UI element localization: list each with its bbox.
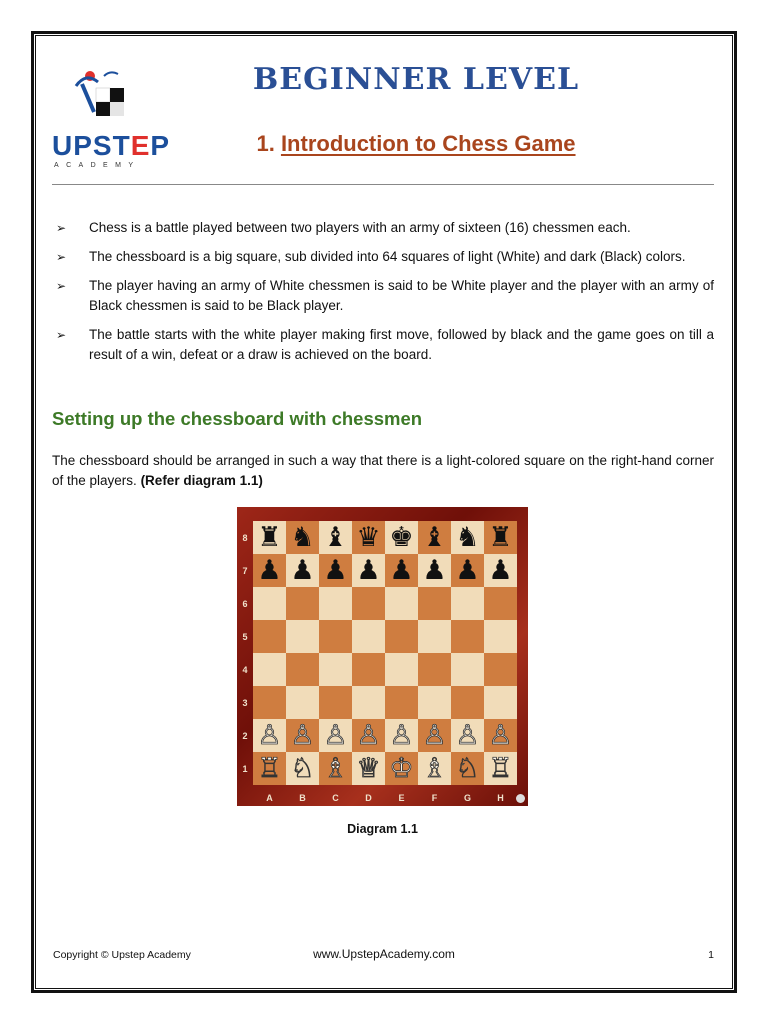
- file-label: G: [463, 793, 471, 803]
- square-e5: [385, 620, 418, 653]
- logo-graphic-icon: [52, 66, 174, 136]
- square-d8: [352, 521, 385, 554]
- square-c7: [319, 554, 352, 587]
- white-pawn-icon: ♙: [290, 720, 315, 751]
- file-label: H: [497, 793, 504, 803]
- square-a1: [253, 752, 286, 785]
- square-h7: [484, 554, 517, 587]
- square-g2: [451, 719, 484, 752]
- lesson-number: 1.: [256, 131, 275, 156]
- square-h8: [484, 521, 517, 554]
- lesson-title: [200, 131, 632, 157]
- white-queen-icon: ♕: [356, 753, 381, 784]
- square-c4: [319, 653, 352, 686]
- square-b7: [286, 554, 319, 587]
- white-pawn-icon: ♙: [356, 720, 381, 751]
- black-pawn-icon: ♟: [455, 555, 480, 586]
- white-king-icon: ♔: [389, 753, 414, 784]
- square-b1: [286, 752, 319, 785]
- upstep-academy-logo: [52, 66, 174, 174]
- square-a7: [253, 554, 286, 587]
- black-knight-icon: ♞: [455, 522, 480, 553]
- square-f7: [418, 554, 451, 587]
- black-pawn-icon: ♟: [422, 555, 447, 586]
- square-h5: [484, 620, 517, 653]
- square-f1: [418, 752, 451, 785]
- black-pawn-icon: ♟: [257, 555, 282, 586]
- square-b5: [286, 620, 319, 653]
- diagram-caption: Diagram 1.1: [347, 822, 418, 836]
- rank-label: 4: [242, 665, 248, 675]
- square-b4: [286, 653, 319, 686]
- footer-website: www.UpstepAcademy.com: [313, 947, 455, 961]
- square-e6: [385, 587, 418, 620]
- white-rook-icon: ♖: [257, 753, 282, 784]
- file-label: E: [398, 793, 405, 803]
- arrow-bullet-icon: ➢: [56, 250, 67, 264]
- white-pawn-icon: ♙: [455, 720, 480, 751]
- square-d6: [352, 587, 385, 620]
- chessboard-grid: [253, 521, 517, 785]
- square-f3: [418, 686, 451, 719]
- white-pawn-icon: ♙: [422, 720, 447, 751]
- black-queen-icon: ♛: [356, 522, 381, 553]
- square-g8: [451, 521, 484, 554]
- square-e7: [385, 554, 418, 587]
- rank-label: 8: [242, 533, 248, 543]
- square-d2: [352, 719, 385, 752]
- logo-wordmark: UPSTEP: [52, 130, 171, 161]
- square-h1: [484, 752, 517, 785]
- arrow-bullet-icon: ➢: [56, 328, 67, 342]
- white-bishop-icon: ♗: [323, 753, 348, 784]
- black-pawn-icon: ♟: [323, 555, 348, 586]
- square-f8: [418, 521, 451, 554]
- black-pawn-icon: ♟: [290, 555, 315, 586]
- file-label: D: [365, 793, 372, 803]
- square-g5: [451, 620, 484, 653]
- square-e3: [385, 686, 418, 719]
- square-a6: [253, 587, 286, 620]
- square-d3: [352, 686, 385, 719]
- square-a2: [253, 719, 286, 752]
- square-a4: [253, 653, 286, 686]
- section-heading: Setting up the chessboard with chessmen: [52, 408, 423, 429]
- square-b2: [286, 719, 319, 752]
- file-label: B: [299, 793, 306, 803]
- square-h4: [484, 653, 517, 686]
- square-d5: [352, 620, 385, 653]
- rank-label: 2: [242, 731, 248, 741]
- square-f2: [418, 719, 451, 752]
- white-pawn-icon: ♙: [389, 720, 414, 751]
- file-label: A: [266, 793, 273, 803]
- file-label: C: [332, 793, 339, 803]
- bullet-item: ➢ The chessboard is a big square, sub divided into 64 squares of light (White) and dark (Black) colors.: [52, 247, 714, 267]
- logo-subtitle: ACADEMY: [54, 162, 141, 169]
- chessboard-diagram: [237, 507, 528, 806]
- page-number: 1: [708, 949, 714, 961]
- square-e8: [385, 521, 418, 554]
- black-knight-icon: ♞: [290, 522, 315, 553]
- square-c3: [319, 686, 352, 719]
- square-c5: [319, 620, 352, 653]
- square-c8: [319, 521, 352, 554]
- bullet-item: ➢ Chess is a battle played between two players with an army of sixteen (16) chessmen each.: [52, 218, 714, 238]
- white-pawn-icon: ♙: [257, 720, 282, 751]
- square-h6: [484, 587, 517, 620]
- arrow-bullet-icon: ➢: [56, 221, 67, 235]
- rank-label: 3: [242, 698, 248, 708]
- square-g3: [451, 686, 484, 719]
- bullet-item: ➢ The battle starts with the white player making first move, followed by black and the game goes on till a result of a win, defeat or a draw is achieved on the board.: [56, 327, 714, 362]
- corner-dot-icon: [516, 794, 525, 803]
- square-f5: [418, 620, 451, 653]
- header-divider: [52, 184, 714, 185]
- rank-label: 6: [242, 599, 248, 609]
- square-d1: [352, 752, 385, 785]
- setup-paragraph: The chessboard should be arranged in such a way that there is a light-colored square on the right-hand corner of the players. (Refer diagram 1.1): [52, 453, 714, 488]
- black-rook-icon: ♜: [257, 522, 282, 553]
- white-pawn-icon: ♙: [488, 720, 513, 751]
- level-title: BEGINNER LEVEL: [252, 62, 580, 97]
- square-c2: [319, 719, 352, 752]
- square-e4: [385, 653, 418, 686]
- arrow-bullet-icon: ➢: [56, 279, 67, 293]
- square-a8: [253, 521, 286, 554]
- square-b3: [286, 686, 319, 719]
- square-h2: [484, 719, 517, 752]
- diagram-reference: (Refer diagram 1.1): [140, 473, 263, 488]
- black-king-icon: ♚: [389, 522, 414, 553]
- bullet-item: ➢ The player having an army of White chessmen is said to be White player and the player with an army of Black chessmen is said to be Black player.: [56, 278, 714, 313]
- square-d4: [352, 653, 385, 686]
- white-rook-icon: ♖: [488, 753, 513, 784]
- white-bishop-icon: ♗: [422, 753, 447, 784]
- square-e2: [385, 719, 418, 752]
- square-g1: [451, 752, 484, 785]
- square-f6: [418, 587, 451, 620]
- black-pawn-icon: ♟: [488, 555, 513, 586]
- square-a3: [253, 686, 286, 719]
- square-d7: [352, 554, 385, 587]
- black-pawn-icon: ♟: [356, 555, 381, 586]
- footer-copyright: Copyright © Upstep Academy: [53, 949, 191, 961]
- black-bishop-icon: ♝: [422, 522, 447, 553]
- rank-label: 1: [242, 764, 248, 774]
- square-a5: [253, 620, 286, 653]
- square-g4: [451, 653, 484, 686]
- rank-label: 7: [242, 566, 248, 576]
- black-pawn-icon: ♟: [389, 555, 414, 586]
- lesson-title-text: Introduction to Chess Game: [280, 131, 576, 156]
- square-f4: [418, 653, 451, 686]
- square-e1: [385, 752, 418, 785]
- white-knight-icon: ♘: [290, 753, 315, 784]
- square-g7: [451, 554, 484, 587]
- white-knight-icon: ♘: [455, 753, 480, 784]
- intro-bullet-list: [52, 218, 714, 374]
- black-rook-icon: ♜: [488, 522, 513, 553]
- square-c1: [319, 752, 352, 785]
- square-h3: [484, 686, 517, 719]
- file-label: F: [431, 793, 438, 803]
- square-b8: [286, 521, 319, 554]
- white-pawn-icon: ♙: [323, 720, 348, 751]
- black-bishop-icon: ♝: [323, 522, 348, 553]
- square-c6: [319, 587, 352, 620]
- square-b6: [286, 587, 319, 620]
- rank-label: 5: [242, 632, 248, 642]
- square-g6: [451, 587, 484, 620]
